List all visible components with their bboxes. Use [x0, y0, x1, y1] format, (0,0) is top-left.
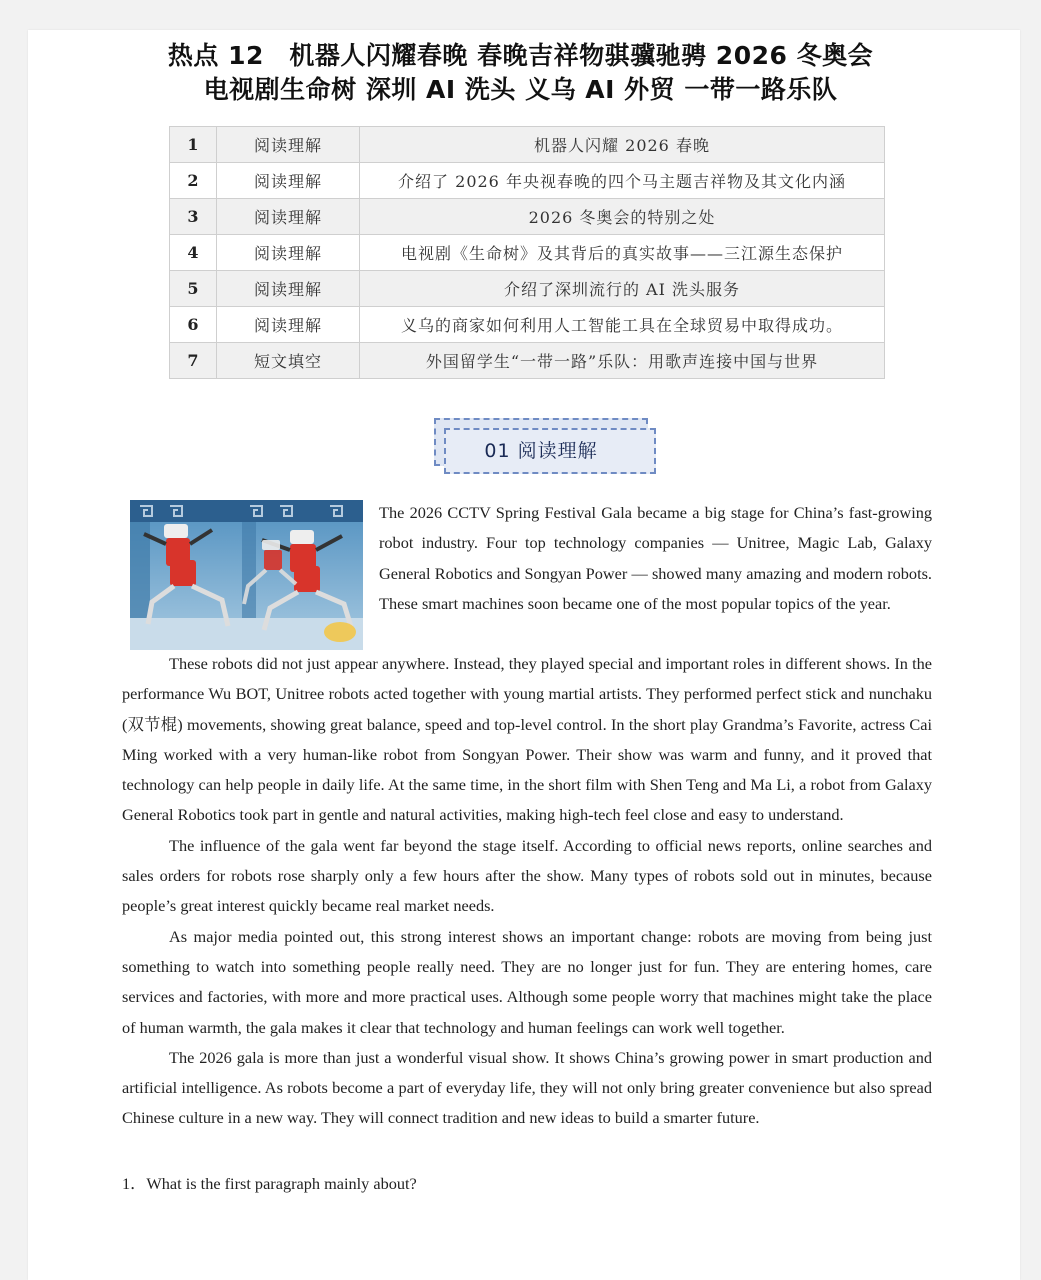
- article-body: [122, 649, 932, 1134]
- article-paragraph-3: The influence of the gala went far beyond the stage itself. According to official news reports, online searches and sales orders for robots rose sharply only a few hours after the show. Many types of robots sold out in minutes, because people’s great interest quickly became real market needs.: [122, 835, 932, 916]
- article-paragraph-5: The 2026 gala is more than just a wonderful visual show. It shows China’s growing power in smart production and artificial intelligence. As robots become a part of everyday life, they will not only bring greater convenience but also spread Chinese culture in a new way. They will connect tradition and new ideas to build a smarter future.: [122, 1047, 932, 1128]
- table-row: [170, 163, 885, 199]
- article-paragraph-4: As major media pointed out, this strong interest shows an important change: robots are moving from being just something to watch into something people really need. They are no longer just for fun. They are entering homes, care services and factories, with more and more practical uses. Although some people worry that machines might take the place of human warmth, the gala makes it clear that technology and human feelings can work well together.: [122, 926, 932, 1037]
- section-header-box: [434, 418, 648, 466]
- article-lead-paragraph: The 2026 CCTV Spring Festival Gala became a big stage for China’s fast-growing robot industry. Four top technology companies — Unitree, Magic Lab, Galaxy General Robotics and Songyan Power — showed many amazing and modern robots. These smart machines soon became one of the most popular topics of the year.: [379, 503, 932, 613]
- row-number: 5: [170, 271, 217, 307]
- row-number: 7: [170, 343, 217, 379]
- row-type: 阅读理解: [217, 127, 360, 163]
- row-type: 阅读理解: [217, 271, 360, 307]
- table-row: [170, 127, 885, 163]
- row-description: 2026 冬奥会的特别之处: [360, 199, 885, 235]
- table-row: [170, 343, 885, 379]
- row-type: 阅读理解: [217, 235, 360, 271]
- row-type: 短文填空: [217, 343, 360, 379]
- row-type: 阅读理解: [217, 199, 360, 235]
- question-1: 1．What is the first paragraph mainly about?: [122, 1174, 417, 1193]
- table-row: [170, 307, 885, 343]
- row-description: 外国留学生“一带一路”乐队：用歌声连接中国与世界: [360, 343, 885, 379]
- robot-dance-photo: [130, 500, 363, 650]
- table-row: [170, 199, 885, 235]
- section-header-label: 01 阅读理解: [484, 440, 598, 462]
- article-paragraph-2: These robots did not just appear anywhere. Instead, they played special and important roles in different shows. In the performance Wu BOT, Unitree robots acted together with young martial artists. They performed perfect stick and nunchaku (双节棍) movements, showing great balance, speed and top-level control. In the short play Grandma’s Favorite, actress Cai Ming worked with a very human-like robot from Songyan Power. Their show was warm and funny, and it proved that technology can help people in daily life. At the same time, in the short film with Shen Teng and Ma Li, a robot from Galaxy General Robotics took part in gentle and natural activities, making high-tech feel close and easy to understand.: [122, 654, 932, 825]
- row-description: 机器人闪耀 2026 春晚: [360, 127, 885, 163]
- row-description: 义乌的商家如何利用人工智能工具在全球贸易中取得成功。: [360, 307, 885, 343]
- page-title-line-2: 电视剧生命树 深圳 AI 洗头 义乌 AI 外贸 一带一路乐队: [203, 75, 838, 104]
- row-number: 1: [170, 127, 217, 163]
- table-row: [170, 235, 885, 271]
- row-type: 阅读理解: [217, 307, 360, 343]
- robot-dance-illustration: [130, 500, 363, 650]
- topics-table: [169, 126, 885, 379]
- row-number: 2: [170, 163, 217, 199]
- row-type: 阅读理解: [217, 163, 360, 199]
- page-title-line-1: 热点 12 机器人闪耀春晚 春晚吉祥物骐骥驰骋 2026 冬奥会: [167, 41, 874, 70]
- row-number: 3: [170, 199, 217, 235]
- row-number: 4: [170, 235, 217, 271]
- row-description: 介绍了 2026 年央视春晚的四个马主题吉祥物及其文化内涵: [360, 163, 885, 199]
- table-row: [170, 271, 885, 307]
- row-description: 介绍了深圳流行的 AI 洗头服务: [360, 271, 885, 307]
- row-number: 6: [170, 307, 217, 343]
- row-description: 电视剧《生命树》及其背后的真实故事——三江源生态保护: [360, 235, 885, 271]
